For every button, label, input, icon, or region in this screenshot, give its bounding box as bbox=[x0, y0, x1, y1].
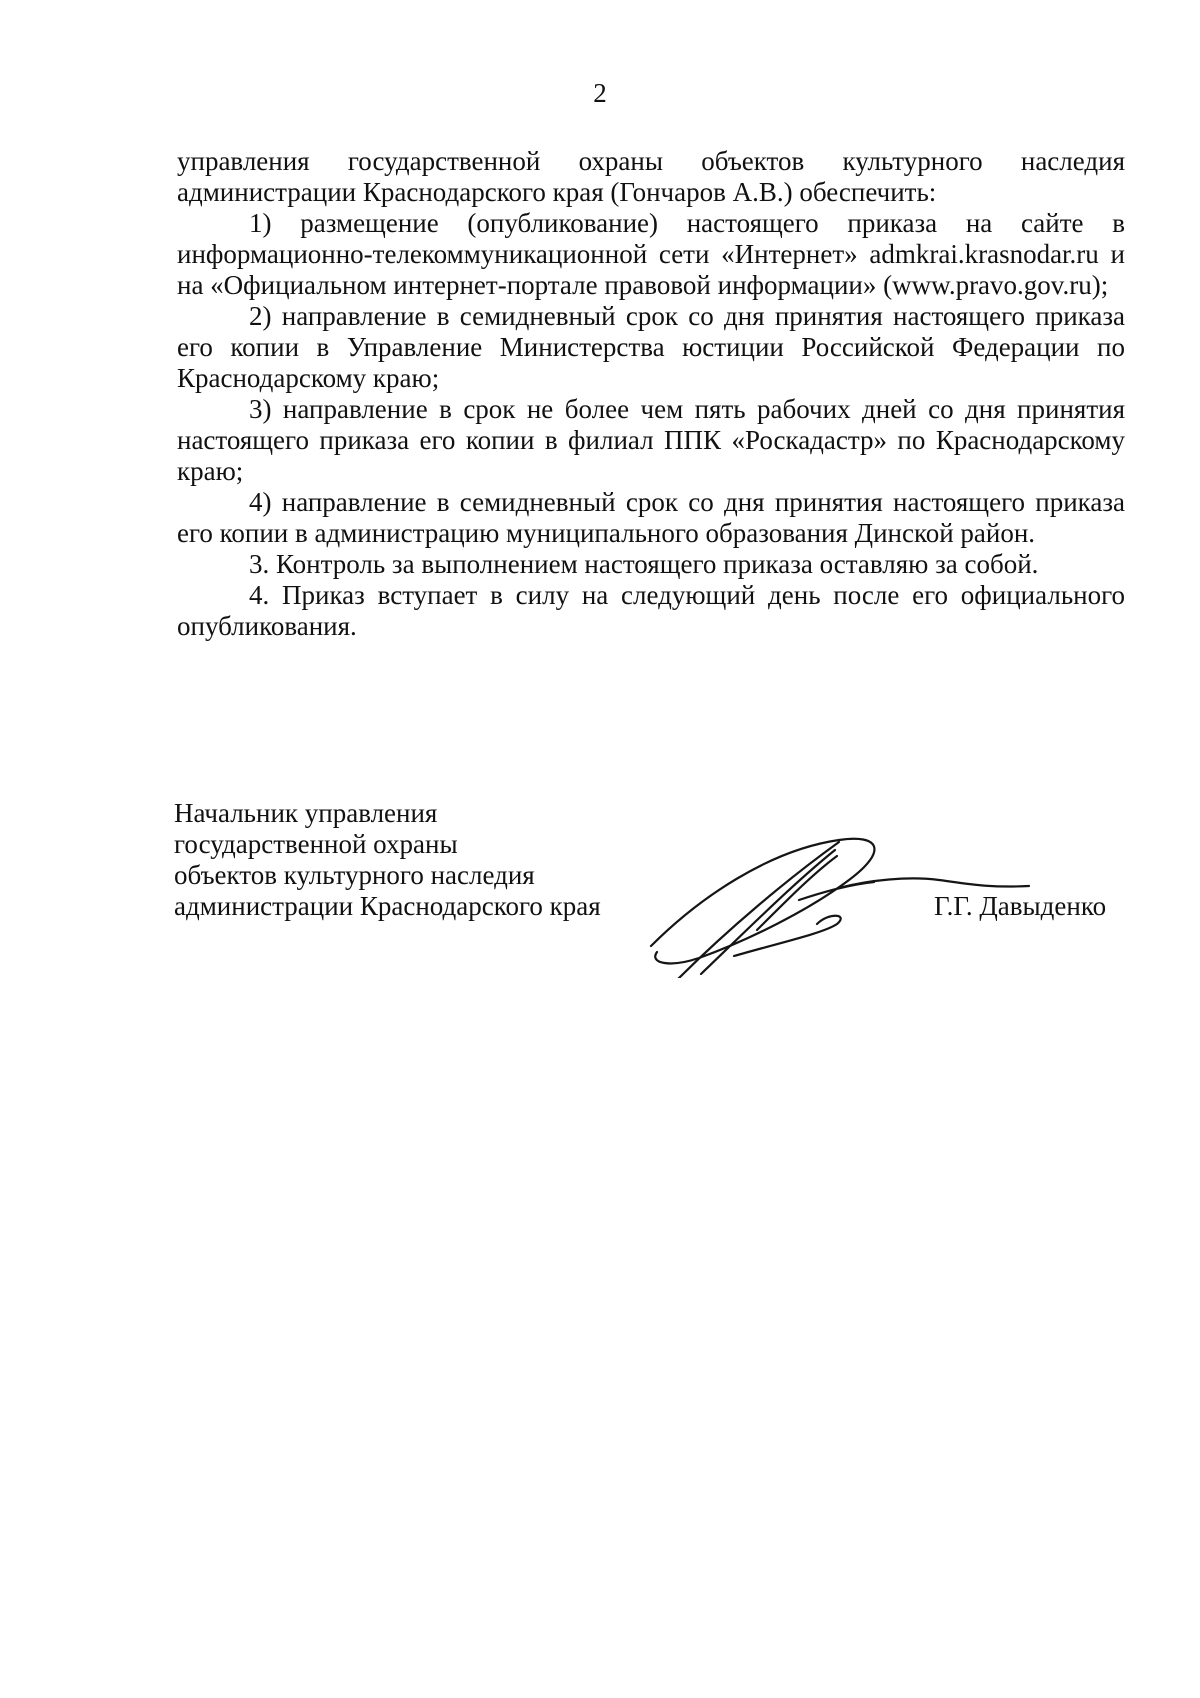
signature-block bbox=[174, 798, 1134, 978]
paragraph-item-1: 1) размещение (опубликование) настоящего приказа на сайте в информационно-телекоммуникационной сети «Интернет» admkrai.krasnodar.ru и на «Официальном интернет-портале правовой информации» (www.pravo.gov.ru); bbox=[177, 208, 1125, 300]
page-number: 2 bbox=[593, 78, 607, 108]
paragraph-item-4: 4) направление в семидневный срок со дня принятия настоящего приказа его копии в администрацию муниципального образования Динской район. bbox=[177, 487, 1125, 548]
paragraph-item-2: 2) направление в семидневный срок со дня принятия настоящего приказа его копии в Управление Министерства юстиции Российской Федерации по Краснодарскому краю; bbox=[177, 301, 1125, 393]
document-body bbox=[177, 146, 1125, 642]
paragraph-item-3: 3) направление в срок не более чем пять рабочих дней со дня принятия настоящего приказа его копии в филиал ППК «Роскадастр» по Краснодарскому краю; bbox=[177, 394, 1125, 486]
signatory-title-line-2: государственной охраны bbox=[174, 829, 458, 859]
signatory-title-line-3: объектов культурного наследия bbox=[174, 860, 535, 890]
paragraph-intro: управления государственной охраны объектов культурного наследия администрации Краснодарского края (Гончаров А.В.) обеспечить: bbox=[177, 146, 1125, 207]
signatory-title-line-4: администрации Краснодарского края bbox=[174, 891, 601, 921]
paragraph-clause-4: 4. Приказ вступает в силу на следующий день после его официального опубликования. bbox=[177, 580, 1125, 641]
paragraph-clause-3: 3. Контроль за выполнением настоящего приказа оставляю за собой. bbox=[249, 549, 1039, 579]
signatory-title bbox=[174, 798, 674, 922]
signatory-title-line-1: Начальник управления bbox=[174, 798, 438, 828]
signatory-name: Г.Г. Давыденко bbox=[934, 891, 1107, 921]
